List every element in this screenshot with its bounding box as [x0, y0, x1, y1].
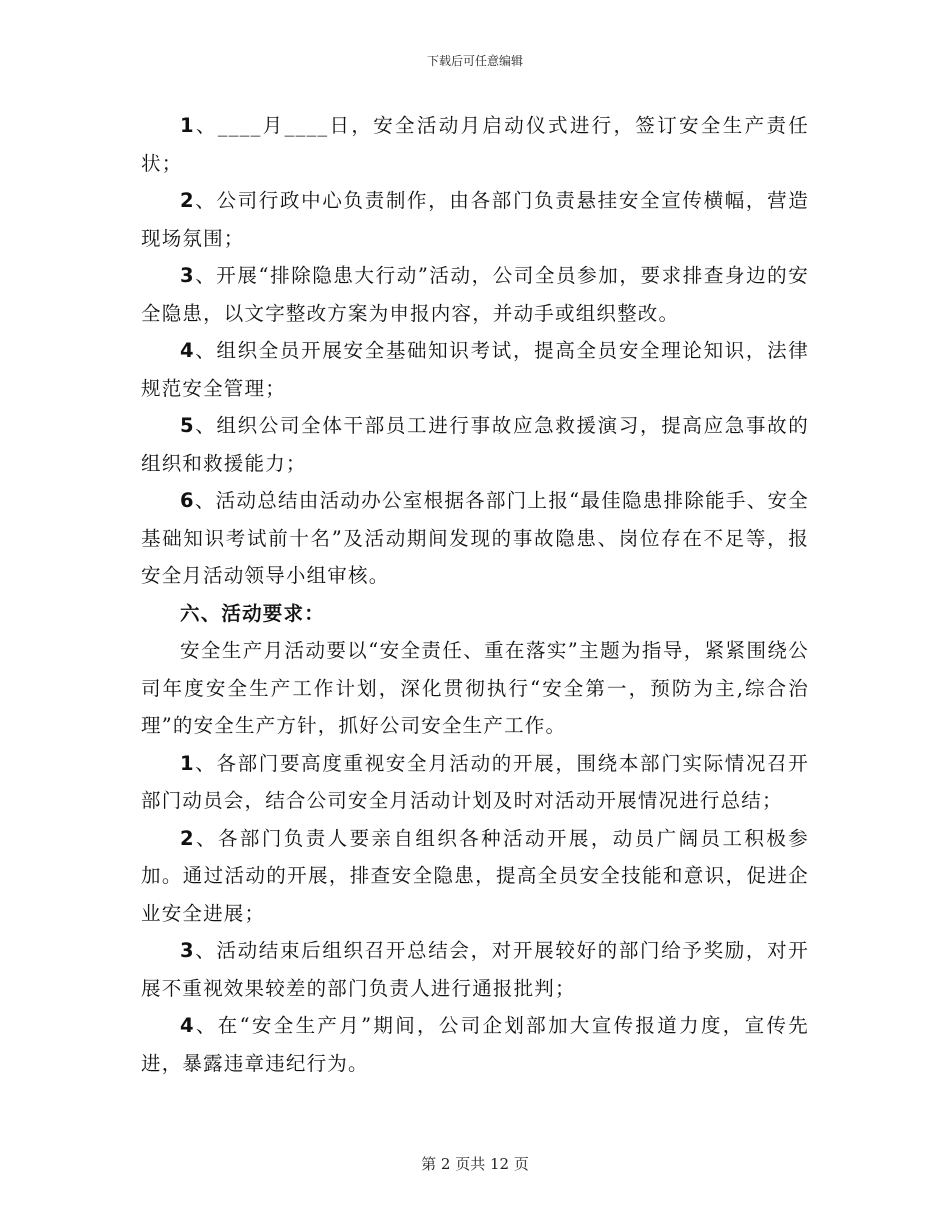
- item-number: 3: [180, 264, 195, 287]
- item-text: 、各部门要高度重视安全月活动的开展，围绕本部门实际情况召开部门动员会，结合公司安全月活动计划及时对活动开展情况进行总结；: [141, 751, 809, 812]
- list-item: [141, 182, 809, 257]
- requirement-item: [141, 1007, 809, 1082]
- page-header: 下载后可任意编辑: [426, 54, 523, 68]
- item-number: 6: [180, 489, 195, 512]
- section-heading: 六、活动要求：: [180, 601, 325, 625]
- item-text: 、开展“排除隐患大行动”活动，公司全员参加，要求排查身边的安全隐患，以文字整改方案为申报内容，并动手或组织整改。: [141, 264, 809, 325]
- section-intro: 安全生产月活动要以“安全责任、重在落实”主题为指导，紧紧围绕公司年度安全生产工作计划，深化贯彻执行“安全第一，预防为主,综合治理”的安全生产方针，抓好公司安全生产工作。: [141, 639, 809, 737]
- requirement-item: [141, 932, 809, 1007]
- item-text: 、活动结束后组织召开总结会，对开展较好的部门给予奖励，对开展不重视效果较差的部门负责人进行通报批判；: [141, 939, 809, 1000]
- item-text: 、组织全员开展安全基础知识考试，提高全员安全理论知识，法律规范安全管理；: [141, 339, 809, 400]
- page-footer: 第 2 页共 12 页: [421, 1155, 529, 1173]
- item-text: 、在“安全生产月”期间，公司企划部加大宣传报道力度，宣传先进，暴露违章违纪行为。: [141, 1014, 809, 1075]
- requirement-item: [141, 820, 809, 933]
- list-item: [141, 482, 809, 595]
- list-item: [141, 332, 809, 407]
- item-number: 1: [180, 751, 195, 775]
- requirement-item: [141, 745, 809, 820]
- item-text: 、各部门负责人要亲自组织各种活动开展，动员广阔员工积极参加。通过活动的开展，排查安全隐患，提高全员安全技能和意识，促进企业安全进展；: [141, 826, 809, 925]
- item-text: 、公司行政中心负责制作，由各部门负责悬挂安全宣传横幅，营造现场氛围；: [141, 189, 809, 250]
- list-item: [141, 407, 809, 482]
- item-text: 、____月____日，安全活动月启动仪式进行，签订安全生产责任状；: [141, 114, 809, 175]
- item-number: 2: [180, 826, 195, 850]
- item-number: 4: [180, 1014, 195, 1037]
- item-number: 2: [180, 189, 195, 212]
- document-body: [141, 107, 809, 1082]
- list-item: [141, 257, 809, 332]
- item-number: 3: [180, 939, 195, 962]
- item-number: 5: [180, 414, 195, 437]
- list-item: [141, 107, 809, 182]
- item-text: 、活动总结由活动办公室根据各部门上报“最佳隐患排除能手、安全基础知识考试前十名”及活动期间发现的事故隐患、岗位存在不足等，报安全月活动领导小组审核。: [141, 489, 809, 587]
- item-number: 1: [180, 114, 195, 137]
- item-number: 4: [180, 339, 195, 362]
- item-text: 、组织公司全体干部员工进行事故应急救援演习，提高应急事故的组织和救援能力；: [141, 414, 809, 475]
